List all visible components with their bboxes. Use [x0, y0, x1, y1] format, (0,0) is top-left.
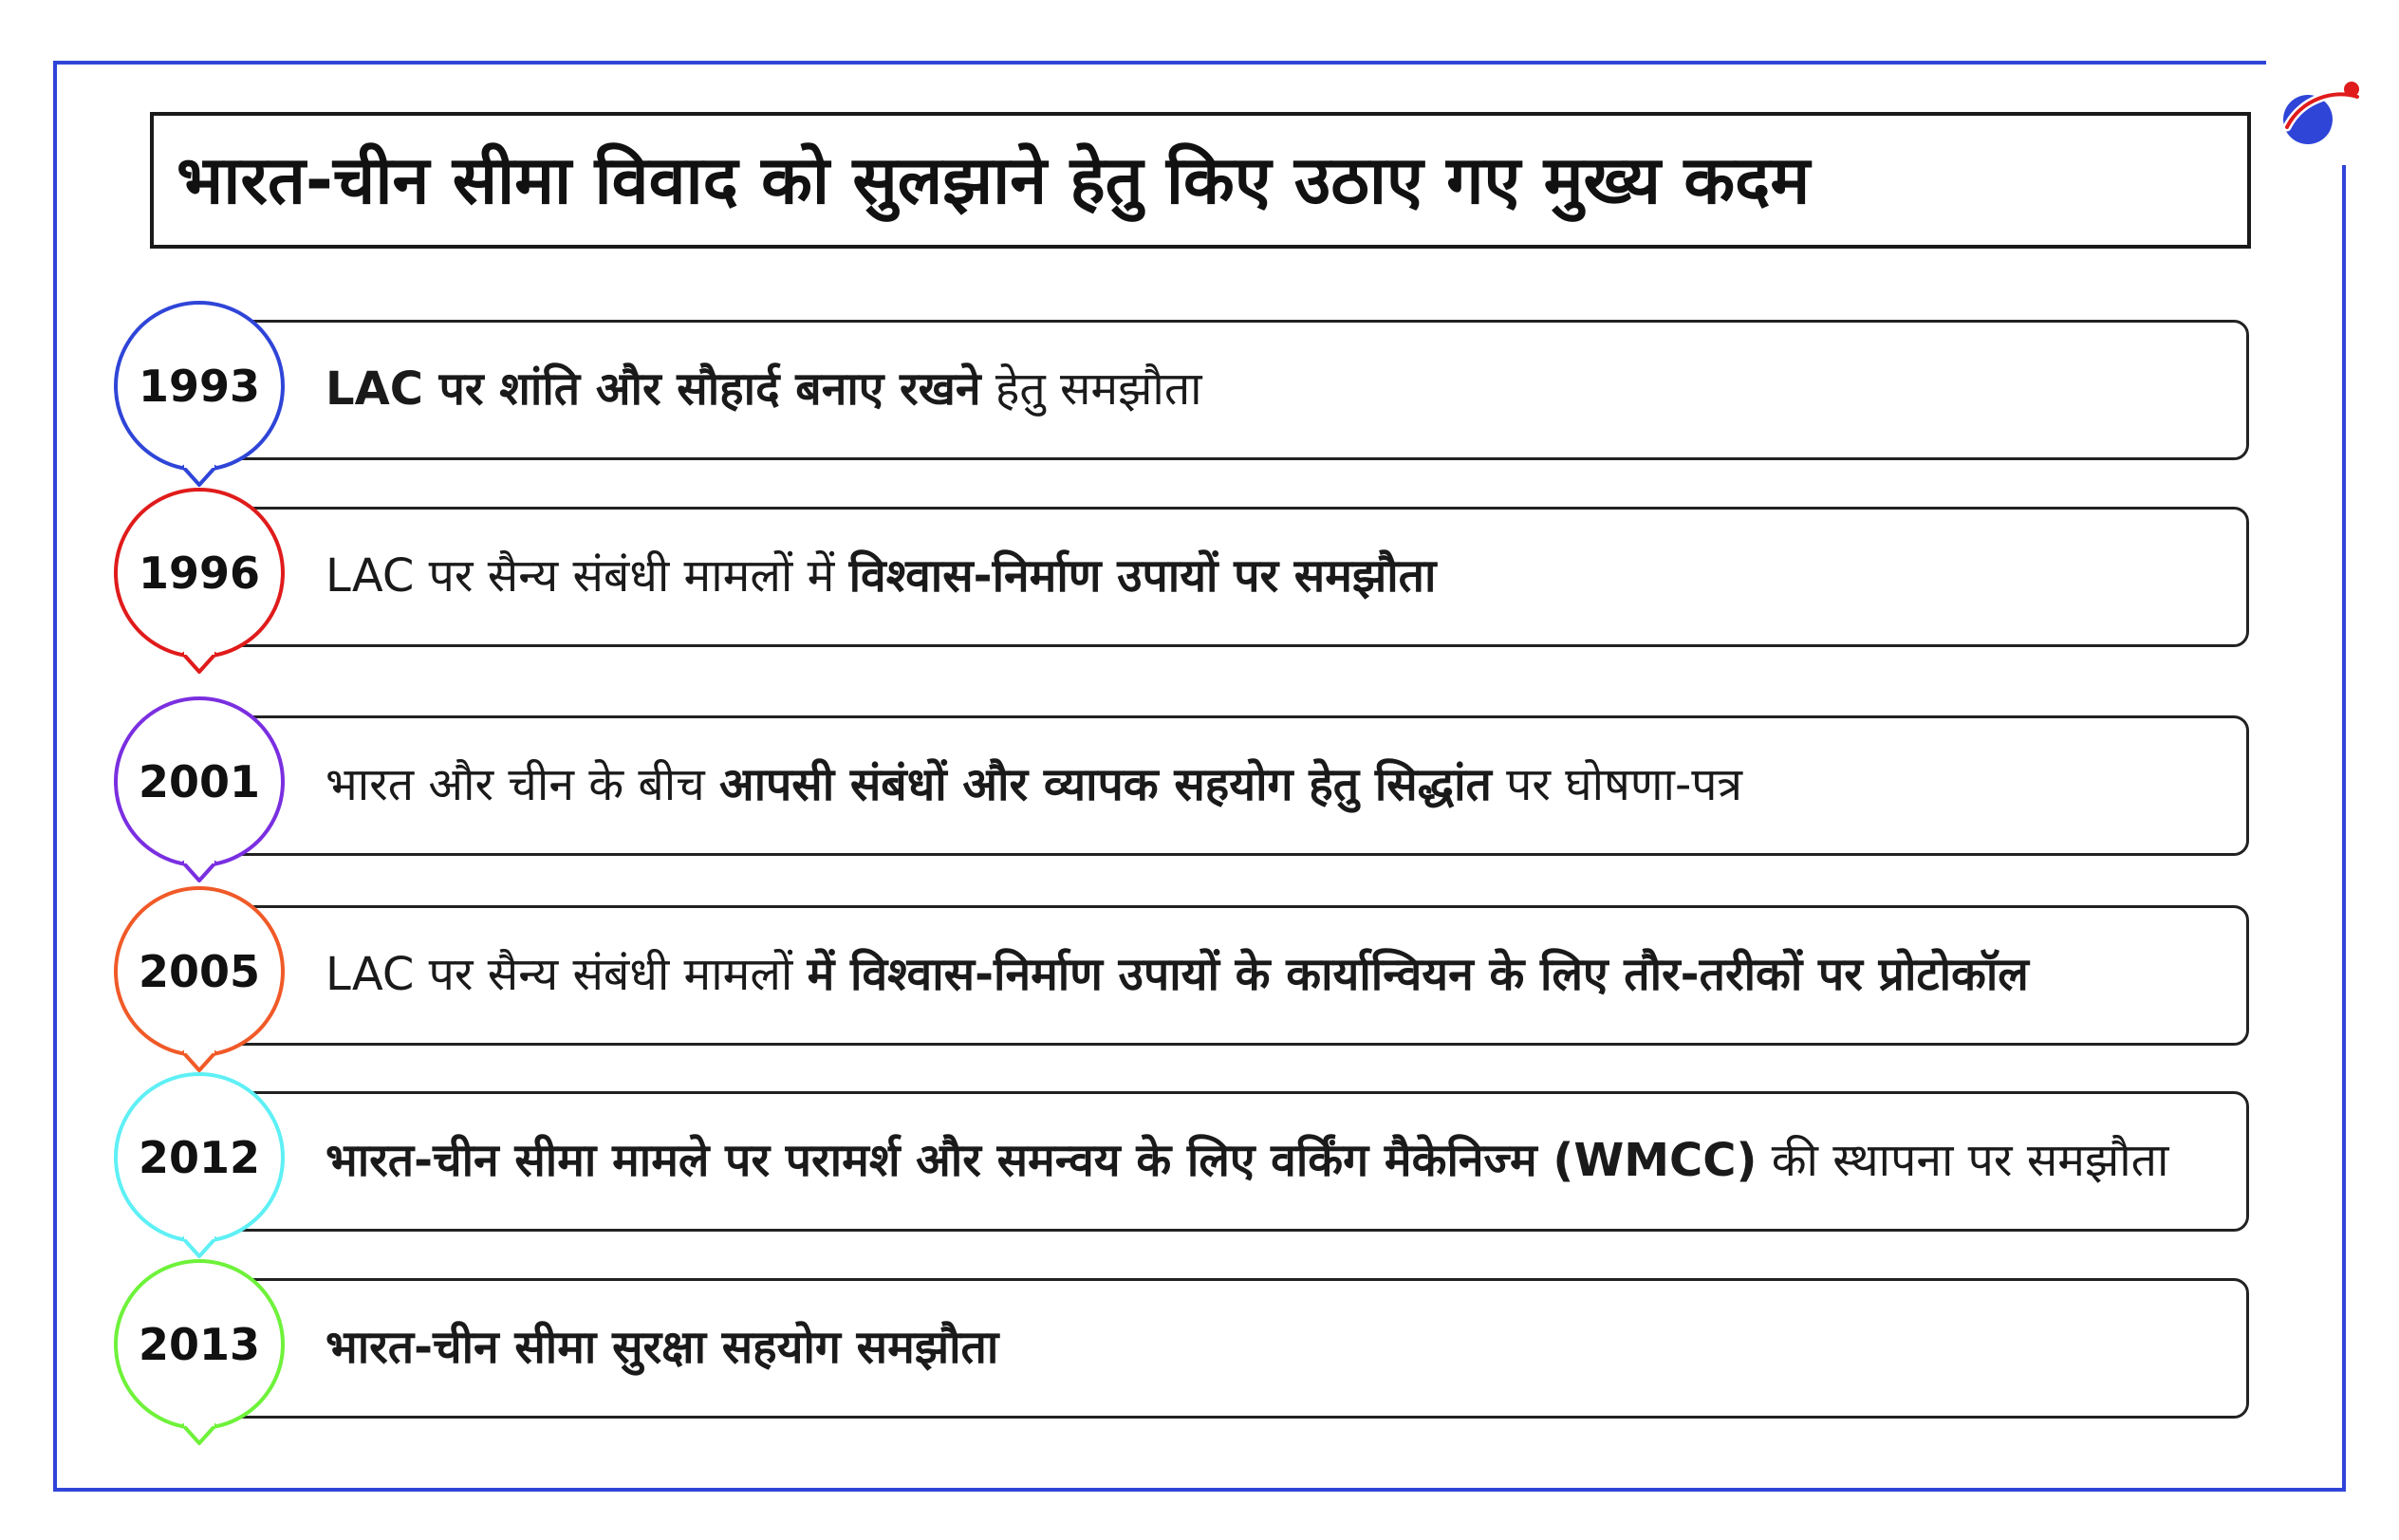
year-pin: [112, 1257, 287, 1447]
year-label: 2005: [138, 946, 261, 997]
description-normal-part: की स्थापना पर समझौता: [1757, 1134, 2169, 1188]
timeline-item: [0, 505, 2399, 695]
timeline-description: [325, 758, 1742, 813]
timeline-card: [199, 715, 2249, 856]
description-bold-part: भारत-चीन सीमा सुरक्षा सहयोग समझौता: [325, 1321, 999, 1375]
timeline-description: [325, 1321, 998, 1376]
year-pin: [112, 299, 287, 489]
year-pin: [112, 695, 287, 884]
description-bold-part: में विश्वास-निर्माण उपायों के कार्यान्वियन के लिए तौर-तरीकों पर प्रोटोकॉल: [807, 948, 2029, 1002]
description-bold-part: विश्वास-निर्माण उपायों पर समझौता: [848, 549, 1437, 603]
timeline-card: [199, 320, 2249, 460]
timeline-card: [199, 905, 2249, 1046]
year-label: 2012: [138, 1132, 261, 1183]
description-normal-part: LAC पर सैन्य संबंधी मामलों में: [325, 549, 849, 603]
description-bold-part: भारत-चीन सीमा मामले पर परामर्श और समन्वय के लिए वर्किंग मैकेनिज्म (WMCC): [325, 1134, 1757, 1188]
timeline-item: [0, 318, 2399, 508]
timeline-description: [325, 362, 1202, 417]
timeline-item: [0, 1089, 2399, 1279]
description-normal-part: भारत और चीन के बीच: [325, 758, 719, 812]
year-label: 2001: [138, 756, 261, 807]
timeline-card: [199, 1091, 2249, 1232]
timeline-item: [0, 903, 2399, 1093]
description-normal-part: हेतु समझौता: [980, 362, 1202, 417]
year-pin: [112, 1070, 287, 1260]
year-pin: [112, 884, 287, 1074]
description-normal-part: LAC पर सैन्य संबंधी मामलों: [325, 948, 808, 1002]
page-title: भारत-चीन सीमा विवाद को सुलझाने हेतु किए उठाए गए मुख्य कदम: [177, 141, 1811, 219]
logo-icon: [2259, 61, 2372, 175]
timeline-description: [325, 1134, 2168, 1189]
description-normal-part: पर घोषणा-पत्र: [1491, 758, 1743, 812]
year-label: 1993: [138, 361, 261, 412]
timeline-item: [0, 714, 2399, 903]
description-bold-part: आपसी संबंधों और व्यापक सहयोग हेतु सिद्धांत: [718, 758, 1492, 812]
timeline-description: [325, 549, 1436, 604]
timeline-card: [199, 507, 2249, 647]
year-label: 1996: [138, 547, 261, 599]
year-pin: [112, 486, 287, 676]
year-label: 2013: [138, 1319, 261, 1370]
timeline-description: [325, 948, 2029, 1003]
title-box: [150, 112, 2251, 249]
timeline-item: [0, 1276, 2399, 1466]
description-bold-part: LAC पर शांति और सौहार्द बनाए रखने: [325, 362, 981, 417]
timeline-card: [199, 1278, 2249, 1419]
